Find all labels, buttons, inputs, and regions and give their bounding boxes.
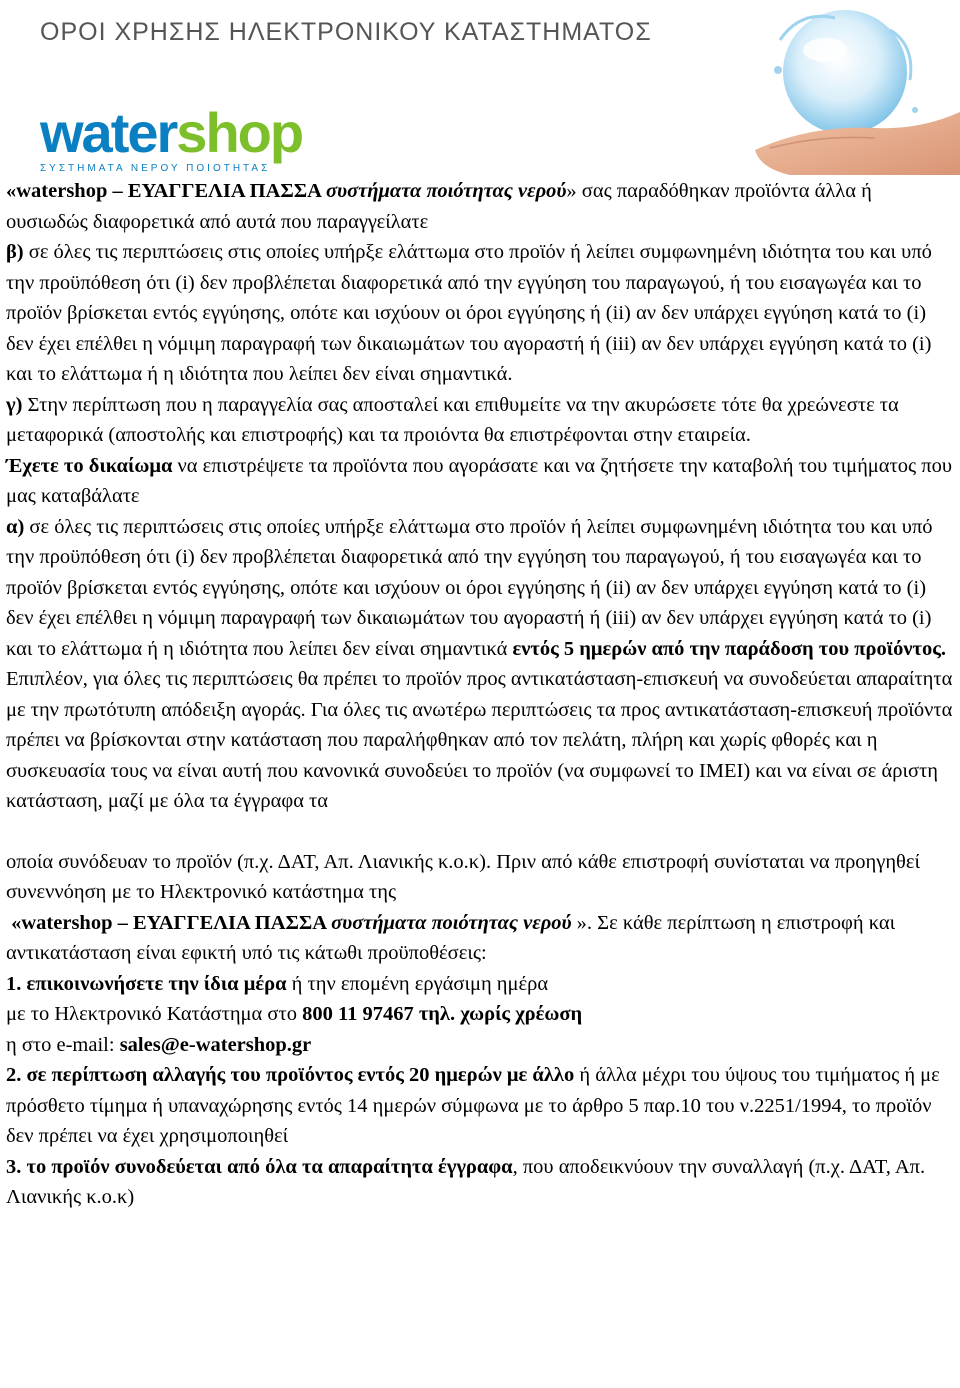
page-title: ΟΡΟΙ ΧΡΗΣΗΣ ΗΛΕΚΤΡΟΝΙΚΟΥ ΚΑΤΑΣΤΗΜΑΤΟΣ bbox=[40, 18, 652, 46]
condition-heading: 3. το προϊόν συνοδεύεται από όλα τα απαραίτητα έγγραφα bbox=[6, 1155, 513, 1178]
condition-1-phone bbox=[6, 999, 954, 1030]
clause-a bbox=[6, 512, 954, 665]
condition-2 bbox=[6, 1060, 954, 1152]
paragraph-brand-conditions bbox=[6, 908, 954, 969]
paragraph-text: ». Σε κάθε περίπτωση η επιστροφή και αντικατάσταση είναι εφικτή υπό τις κάτωθι προϋποθέσεις: bbox=[6, 911, 896, 964]
paragraph-documents: οποία συνόδευαν το προϊόν (π.χ. ΔΑΤ, Απ. Λιανικής κ.ο.κ). Πριν από κάθε επιστροφή συνίσταται να προηγηθεί συνεννόηση με το Ηλεκτρονικό κατάστημα της bbox=[6, 850, 921, 903]
header-banner bbox=[0, 0, 960, 175]
brand-name: «watershop – ΕΥΑΓΓΕΛΙΑ ΠΑΣΣΑ bbox=[11, 911, 332, 934]
right-heading: Έχετε το δικαίωμα bbox=[6, 454, 173, 477]
clause-label: γ) bbox=[6, 393, 23, 416]
email-label: η στο e-mail: bbox=[6, 1033, 120, 1056]
condition-1-email bbox=[6, 1030, 954, 1061]
condition-text: ή την επομένη εργάσιμη ημέρα bbox=[286, 972, 549, 995]
clause-text: σε όλες τις περιπτώσεις στις οποίες υπήρξε ελάττωμα στο προϊόν ή λείπει συμφωνημένη ιδιότητα του και υπό την προϋπόθεση ότι (i) δεν προβλέπεται διαφορετικά από την εγγύηση του παραγωγού, ή του εισαγωγέα και το προϊόν βρίσκεται εντός εγγύησης, οπότε και ισχύουν οι όροι εγγύησης ή (ii) αν δεν υπάρχει εγγύηση κατά το (i) δεν έχει επέλθει η νόμιμη παραγραφή των δικαιωμάτων του αγοραστή ή (iii) αν δεν υπάρχει εγγύηση κατά το (i) και το ελάττωμα ή η ιδιότητα που λείπει δεν είναι σημαντικά bbox=[6, 515, 933, 660]
brand-name: «watershop – ΕΥΑΓΓΕΛΙΑ ΠΑΣΣΑ bbox=[6, 180, 326, 202]
brand-name-italic: συστήματα ποιότητας νερού bbox=[325, 180, 567, 202]
right-of-return bbox=[6, 451, 954, 512]
spacer bbox=[6, 817, 954, 847]
phone-label: με το Ηλεκτρονικό Κατάστημα στο bbox=[6, 1003, 303, 1025]
brand-name-italic: συστήματα ποιότητας νερού bbox=[331, 911, 572, 934]
condition-heading: 1. επικοινωνήσετε την ίδια μέρα bbox=[6, 972, 287, 995]
clause-text: Στην περίπτωση που η παραγγελία σας αποσταλεί και επιθυμείτε να την ακυρώσετε τότε θα χρεώνεστε τα μεταφορικά (αποστολής και επιστροφής) και τα προιόντα θα επιστρέφονται στην εταιρεία. bbox=[6, 393, 899, 446]
email-link[interactable]: sales@e-watershop.gr bbox=[119, 1033, 312, 1056]
condition-3 bbox=[6, 1152, 954, 1213]
condition-1 bbox=[6, 969, 954, 1000]
logo-tagline: ΣΥΣΤΗΜΑΤΑ ΝΕΡΟΥ ΠΟΙΟΤΗΤΑΣ bbox=[40, 163, 271, 174]
deadline-text: εντός 5 ημερών από την παράδοση του προϊόντος. bbox=[512, 637, 946, 660]
paragraph-brand-intro bbox=[6, 176, 954, 237]
logo-wordmark bbox=[40, 101, 303, 164]
clause-c bbox=[6, 390, 954, 451]
hand-water-splash-image bbox=[660, 0, 960, 175]
clause-label: α) bbox=[6, 515, 25, 538]
clause-b bbox=[6, 237, 954, 390]
condition-text: , που αποδεικνύουν την συναλλαγή (π.χ. ΔΑΤ, Απ. Λιανικής κ.ο.κ) bbox=[6, 1155, 926, 1208]
logo-water-text: water bbox=[40, 101, 177, 164]
paragraph-text: να επιστρέψετε τα προϊόντα που αγοράσατε και να ζητήσετε την καταβολή του τιμήματος που μας καταβάλατε bbox=[6, 454, 953, 507]
document-body bbox=[6, 176, 954, 1213]
phone-number[interactable]: 800 11 97467 τηλ. χωρίς χρέωση bbox=[302, 1003, 583, 1025]
condition-heading: 2. σε περίπτωση αλλαγής του προϊόντος εντός 20 ημερών με άλλο bbox=[6, 1064, 575, 1086]
logo-shop-text: shop bbox=[176, 101, 303, 164]
clause-text: σε όλες τις περιπτώσεις στις οποίες υπήρξε ελάττωμα στο προϊόν ή λείπει συμφωνημένη ιδιότητα του και υπό την προϋπόθεση ότι (i) δεν προβλέπεται διαφορετικά από την εγγύηση του παραγωγού, ή του εισαγωγέα και το προϊόν βρίσκεται εντός εγγύησης, οπότε και ισχύουν οι όροι εγγύησης ή (ii) αν δεν υπάρχει εγγύηση κατά το (i) δεν έχει επέλθει η νόμιμη παραγραφή των δικαιωμάτων του αγοραστή ή (iii) αν δεν υπάρχει εγγύηση κατά το (i) και το ελάττωμα ή η ιδιότητα που λείπει δεν είναι σημαντικά. bbox=[6, 241, 932, 385]
condition-text: ή άλλα μέχρι του ύψους του τιμήματος ή με πρόσθετο τίμημα ή υπαναχώρησης εντός 14 ημερών σύμφωνα με το άρθρο 5 παρ.10 του ν.2251/1994, το προϊόν δεν πρέπει να έχει χρησιμοποιηθεί bbox=[6, 1064, 940, 1147]
paragraph-text: » σας παραδόθηκαν προϊόντα άλλα ή ουσιωδώς διαφορετικά από αυτά που παραγγείλατε bbox=[6, 180, 872, 233]
clause-label: β) bbox=[6, 241, 24, 263]
paragraph-requirements: Επιπλέον, για όλες τις περιπτώσεις θα πρέπει το προϊόν προς αντικατάσταση-επισκευή να συνοδεύεται απαραίτητα με την πρωτότυπη απόδειξη αγοράς. Για όλες τις ανωτέρω περιπτώσεις τα προς αντικατάσταση-επισκευή προϊόντα πρέπει να βρίσκονται στην κατάσταση που παραλήφθηκαν από τον πελάτη, πλήρη και χωρίς φθορές και η συσκευασία τους να είναι αυτή που κανονικά συνοδεύει το προϊόν (να συμφωνεί το IMEI) και να είναι σε άριστη κατάσταση, μαζί με όλα τα έγγραφα τα bbox=[6, 668, 953, 812]
watershop-logo bbox=[40, 101, 303, 174]
